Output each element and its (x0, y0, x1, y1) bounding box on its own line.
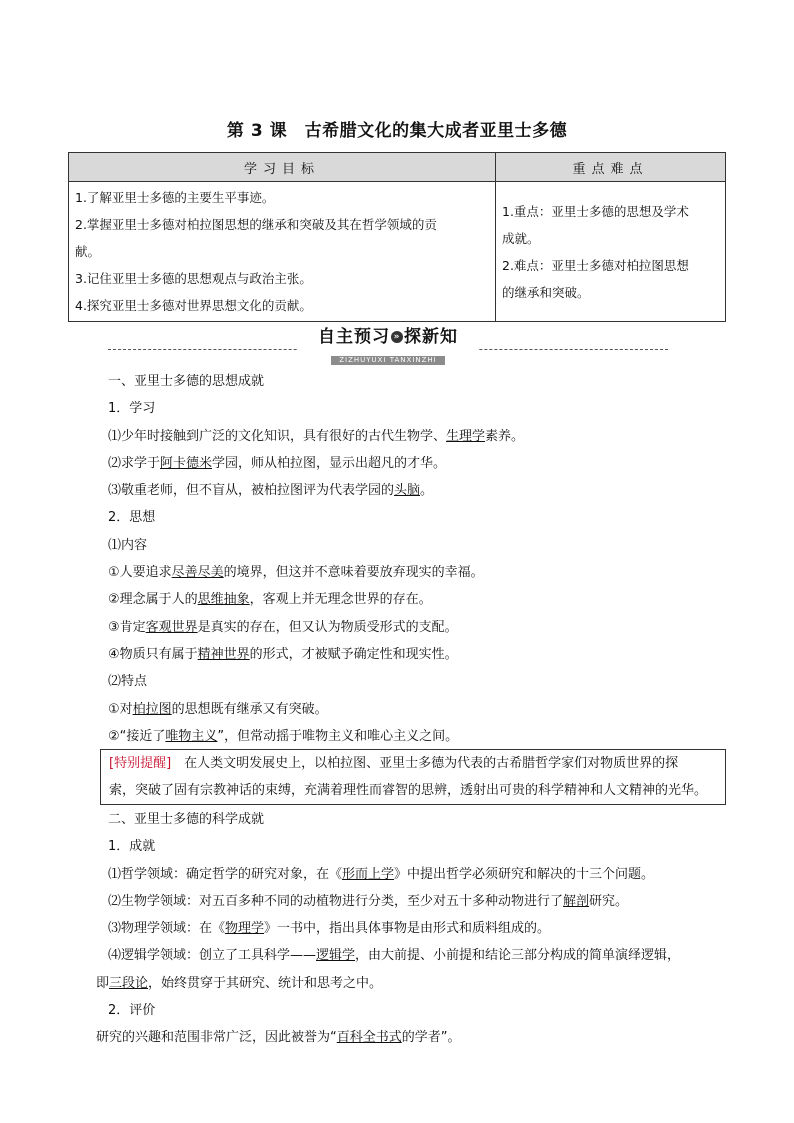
double-arrow-icon: » (391, 331, 403, 343)
subheading: 2．评价 (108, 1003, 156, 1019)
fill-answer: 柏拉图 (132, 701, 172, 717)
learning-goals-cell (69, 182, 496, 322)
banner-left-text: 自主预习 (318, 327, 390, 347)
reminder-tag: [特别提醒] (109, 756, 172, 771)
key-point-line: 成就。 (502, 230, 540, 246)
goal-line: 1.了解亚里士多德的主要生平事迹。 (75, 190, 275, 205)
fill-answer: 解剖 (563, 893, 590, 909)
goal-line: 献。 (75, 244, 101, 259)
paragraph-line: ①对柏拉图的思想既有继承又有突破。 (108, 701, 328, 717)
fill-answer: 尽善尽美 (171, 565, 224, 581)
section-two (96, 806, 728, 1052)
section-banner (108, 322, 668, 364)
paragraph-line: 即三段论，始终贯穿于其研究、统计和思考之中。 (96, 975, 383, 991)
paragraph-line: ③肯定客观世界是真实的存在，但又认为物质受形式的支配。 (108, 619, 458, 635)
fill-answer: 三段论 (109, 975, 149, 991)
section-heading: 二、亚里士多德的科学成就 (108, 812, 265, 827)
key-point-line: 2.难点：亚里士多德对柏拉图思想 (502, 257, 689, 273)
banner-label (298, 322, 478, 364)
fill-answer: 头脑 (394, 483, 421, 499)
banner-right-text: 探新知 (404, 327, 458, 347)
subheading: 2．思想 (108, 510, 156, 526)
key-point-line: 的继承和突破。 (502, 284, 590, 300)
fill-answer: 逻辑学 (316, 948, 356, 964)
paragraph-line: ⑴哲学领域：确定哲学的研究对象，在《形而上学》中提出哲学必须研究和解决的十三个问题。 (108, 866, 655, 882)
paragraph-line: ①人要追求尽善尽美的境界，但这并不意味着要放弃现实的幸福。 (108, 565, 484, 581)
section-one (108, 368, 728, 750)
subheading: 1．学习 (108, 401, 156, 417)
learning-goals-header: 学习目标 (69, 153, 496, 182)
fill-answer: 客观世界 (145, 619, 198, 635)
fill-answer: 百科全书式 (336, 1030, 402, 1046)
paragraph-line: ⑴少年时接触到广泛的文化知识，具有很好的古代生物学、生理学素养。 (108, 428, 525, 444)
paragraph-line: ⑷逻辑学领域：创立了工具科学——逻辑学，由大前提、小前提和结论三部分构成的简单演绎逻辑， (108, 948, 681, 964)
paragraph-line: 研究的兴趣和范围非常广泛，因此被誉为“百科全书式的学者”。 (96, 1030, 461, 1046)
section-heading: 一、亚里士多德的思想成就 (108, 374, 265, 389)
paragraph-line: ⑶物理学领域：在《物理学》一书中，指出具体事物是由形式和质料组成的。 (108, 921, 551, 937)
fill-answer: 思维抽象 (197, 592, 250, 608)
paragraph-line: ④物质只有属于精神世界的形式，才被赋予确定性和现实性。 (108, 646, 458, 662)
goal-line: 2.掌握亚里士多德对柏拉图思想的继承和突破及其在哲学领域的贡 (75, 217, 437, 232)
fill-answer: 精神世界 (197, 646, 250, 662)
paragraph-line: ②理念属于人的思维抽象，客观上并无理念世界的存在。 (108, 592, 432, 608)
goal-line: 3.记住亚里士多德的思想观点与政治主张。 (75, 271, 312, 286)
key-points-cell (496, 182, 726, 322)
lesson-title: 第 3 课 古希腊文化的集大成者亚里士多德 (226, 121, 568, 141)
special-reminder-box (100, 749, 726, 805)
key-point-line: 1.重点：亚里士多德的思想及学术 (502, 203, 689, 219)
fill-answer: 阿卡德米 (160, 455, 213, 471)
reminder-text: 在人类文明发展史上，以柏拉图、亚里士多德为代表的古希腊哲学家们对物质世界的探 (171, 756, 679, 771)
subheading: ⑵特点 (108, 674, 148, 690)
fill-answer: 物理学 (225, 921, 265, 937)
objectives-table (68, 152, 726, 322)
subheading: 1．成就 (108, 839, 156, 855)
goal-line: 4.探究亚里士多德对世界思想文化的贡献。 (75, 298, 312, 313)
key-points-header: 重点难点 (496, 153, 726, 182)
paragraph-line: ⑵求学于阿卡德米学园，师从柏拉图，显示出超凡的才华。 (108, 455, 447, 471)
subheading: ⑴内容 (108, 537, 148, 553)
paragraph-line: ⑵生物学领域：对五百多种不同的动植物进行分类，至少对五十多种动物进行了解剖研究。 (108, 893, 629, 909)
paragraph-line: ⑶敬重老师，但不盲从，被柏拉图评为代表学园的头脑。 (108, 483, 434, 499)
paragraph-line: ②“接近了唯物主义”，但常动摇于唯物主义和唯心主义之间。 (108, 728, 459, 744)
reminder-text: 索，突破了固有宗教神话的束缚，充满着理性而睿智的思辨，透射出可贵的科学精神和人文精神的光华。 (109, 783, 708, 798)
fill-answer: 生理学 (446, 428, 486, 444)
fill-answer: 唯物主义 (165, 728, 218, 744)
banner-pinyin: ZIZHUYUXI TANXINZHI (331, 356, 445, 365)
fill-answer: 形而上学 (342, 866, 395, 882)
